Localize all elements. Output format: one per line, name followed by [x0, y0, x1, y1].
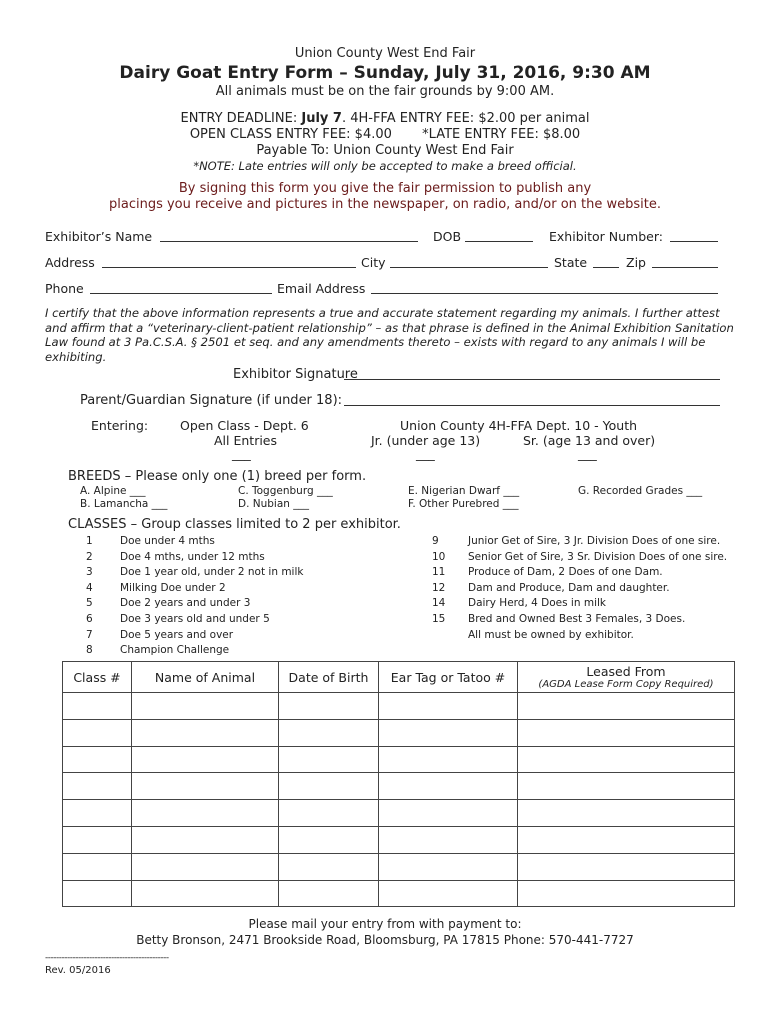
payable-to: Payable To: Union County West End Fair: [256, 143, 514, 158]
form-title: Dairy Goat Entry Form – Sunday, July 31, 2016, 9:30 AM: [119, 63, 651, 83]
exhibitor-name-label: Exhibitor’s Name: [45, 229, 153, 244]
class-item: All must be owned by exhibitor.: [468, 628, 634, 641]
class-item: 12 Dam and Produce, Dam and daughter.: [432, 581, 670, 594]
class-item: 2 Doe 4 mths, under 12 mths: [86, 550, 265, 563]
certification-text: [45, 306, 745, 364]
table-row[interactable]: [63, 746, 735, 773]
zip-field[interactable]: [652, 256, 718, 268]
state-label: State: [554, 255, 588, 270]
senior-label: Sr. (age 13 and over): [523, 433, 656, 448]
fee-4h: . 4H-FFA ENTRY FEE: $2.00 per animal: [341, 111, 590, 126]
address-label: Address: [45, 255, 95, 270]
class-item: 9 Junior Get of Sire, 3 Jr. Division Does of one sire.: [432, 535, 721, 547]
dob-field[interactable]: [465, 230, 533, 242]
phone-label: Phone: [45, 281, 84, 296]
table-row[interactable]: [63, 826, 735, 853]
breed-c[interactable]: C. Toggenburg ___: [238, 485, 333, 497]
exhibitor-number-field[interactable]: [670, 230, 718, 242]
all-entries-label: All Entries: [214, 433, 278, 448]
class-item: 10 Senior Get of Sire, 3 Sr. Division Does of one sire.: [432, 550, 728, 563]
breed-f[interactable]: F. Other Purebred ___: [408, 498, 519, 510]
table-row[interactable]: [63, 719, 735, 746]
permission-line-2: placings you receive and pictures in the newspaper, on radio, and/or on the website.: [109, 197, 661, 212]
breed-g[interactable]: G. Recorded Grades ___: [578, 485, 703, 497]
phone-field[interactable]: [90, 282, 272, 294]
exhibitor-number-label: Exhibitor Number:: [549, 229, 663, 244]
email-label: Email Address: [277, 281, 366, 296]
breed-b[interactable]: B. Lamancha ___: [80, 498, 168, 510]
certify-line-4: exhibiting.: [45, 349, 107, 364]
class-list-right: [432, 534, 727, 643]
class-item: 1 Doe under 4 mths: [86, 535, 215, 547]
table-row[interactable]: [63, 880, 735, 907]
permission-line-1: By signing this form you give the fair permission to publish any: [178, 181, 592, 196]
arrival-note: All animals must be on the fair grounds by 9:00 AM.: [215, 84, 555, 99]
youth-dept-title: Union County 4H-FFA Dept. 10 - Youth: [400, 418, 638, 433]
open-class-label: Open Class - Dept. 6: [180, 418, 309, 433]
classes-heading: CLASSES – Group classes limited to 2 per exhibitor.: [68, 517, 401, 532]
breed-e[interactable]: E. Nigerian Dwarf ___: [408, 485, 520, 497]
breed-a[interactable]: A. Alpine ___: [80, 485, 146, 497]
fee-line: [0, 127, 770, 142]
junior-label: Jr. (under age 13): [371, 433, 481, 448]
email-field[interactable]: [371, 282, 718, 294]
class-item: 7 Doe 5 years and over: [86, 628, 234, 641]
fee-open: OPEN CLASS ENTRY FEE: $4.00: [189, 127, 392, 142]
breeds-heading: BREEDS – Please only one (1) breed per form.: [68, 469, 367, 484]
city-label: City: [361, 255, 386, 270]
table-row[interactable]: [63, 800, 735, 827]
entering-label: Entering:: [91, 418, 149, 433]
dob-label: DOB: [433, 229, 462, 244]
deadline-date: July 7: [301, 111, 342, 126]
leased-from-label: Leased From: [586, 664, 666, 679]
breed-d[interactable]: D. Nubian ___: [238, 498, 310, 510]
lease-form-note: (AGDA Lease Form Copy Required): [538, 679, 714, 690]
table-row[interactable]: [63, 853, 735, 880]
table-header-row: [63, 662, 735, 693]
col-ear-tag: Ear Tag or Tatoo #: [379, 662, 518, 693]
table-row[interactable]: [63, 693, 735, 720]
mail-instruction: Please mail your entry from with payment to:: [248, 917, 522, 931]
late-note: *NOTE: Late entries will only be accepted to make a breed official.: [193, 159, 577, 173]
parent-signature-label: Parent/Guardian Signature (if under 18):: [80, 393, 343, 408]
class-item: 5 Doe 2 years and under 3: [86, 597, 251, 610]
city-field[interactable]: [390, 256, 548, 268]
table-row[interactable]: [63, 773, 735, 800]
junior-blank[interactable]: ___: [416, 446, 435, 461]
class-item: 4 Milking Doe under 2: [86, 581, 226, 594]
class-item: 11 Produce of Dam, 2 Does of one Dam.: [432, 566, 663, 579]
col-class: Class #: [63, 662, 132, 693]
certify-line-3: Law found at 3 Pa.C.S.A. § 2501 et seq. and any amendments thereto – exists with regard to any animals I will be: [45, 335, 706, 349]
col-dob: Date of Birth: [279, 662, 379, 693]
certify-line-2: and affirm that a “veterinary-client-patient relationship” – as that phrase is defined in the Animal Exhibition Sanitation: [45, 320, 734, 335]
fair-name: Union County West End Fair: [294, 46, 476, 61]
class-list-left: [86, 534, 303, 659]
senior-blank[interactable]: ___: [578, 446, 597, 461]
revision-date: Rev. 05/2016: [45, 965, 111, 976]
entry-table: [62, 661, 735, 907]
fee-late: *LATE ENTRY FEE: $8.00: [422, 127, 581, 142]
class-item: 15 Bred and Owned Best 3 Females, 3 Does.: [432, 612, 686, 625]
exhibitor-signature-label: Exhibitor Signature: [233, 367, 358, 382]
certify-line-1: I certify that the above information represents a true and accurate statement regarding my animals. I further attest: [45, 306, 720, 320]
class-item: 3 Doe 1 year old, under 2 not in milk: [86, 566, 304, 579]
mail-address: Betty Bronson, 2471 Brookside Road, Bloomsburg, PA 17815 Phone: 570-441-7727: [136, 933, 634, 947]
parent-signature-field[interactable]: [344, 394, 720, 406]
zip-label: Zip: [626, 255, 646, 270]
col-leased-from: [518, 662, 735, 693]
state-field[interactable]: [593, 256, 619, 268]
class-item: 14 Dairy Herd, 4 Does in milk: [432, 597, 606, 610]
deadline-label: ENTRY DEADLINE:: [180, 111, 298, 126]
open-class-blank[interactable]: ___: [232, 446, 251, 461]
class-item: 6 Doe 3 years old and under 5: [86, 612, 270, 625]
entry-deadline-line: [0, 111, 770, 126]
exhibitor-name-field[interactable]: [160, 230, 418, 242]
footer-divider: ---------------------------------------------: [45, 953, 169, 963]
exhibitor-signature-field[interactable]: [344, 368, 720, 380]
class-item: 8 Champion Challenge: [86, 644, 230, 657]
col-animal-name: Name of Animal: [132, 662, 279, 693]
address-field[interactable]: [102, 256, 356, 268]
